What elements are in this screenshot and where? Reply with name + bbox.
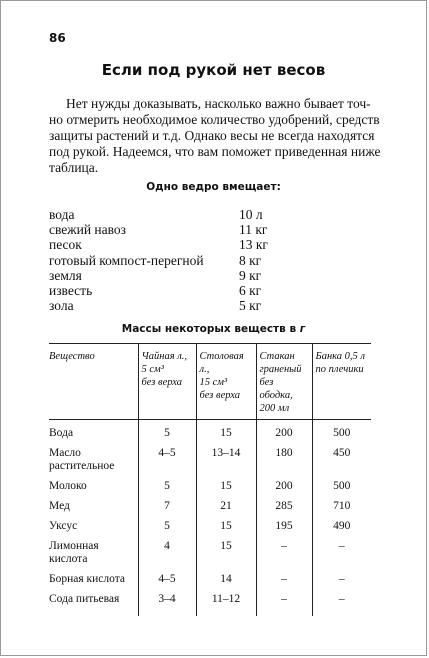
table-cell: 7	[138, 493, 196, 513]
table-cell: 200	[256, 420, 312, 441]
mass-table-heading	[1, 323, 426, 335]
header-line: 5 см³	[141, 364, 164, 375]
bucket-row	[49, 268, 309, 283]
bucket-row	[49, 237, 309, 252]
substance-cell	[49, 513, 138, 533]
substance-name: Уксус	[49, 520, 78, 532]
table-cell: 5	[138, 513, 196, 533]
substance-cell	[49, 420, 138, 441]
bucket-item-value: 5 кг	[239, 298, 262, 314]
table-cell: 4	[138, 533, 196, 566]
table-cell: –	[312, 533, 371, 566]
table-cell: 15	[196, 533, 256, 566]
substance-name: Молоко	[49, 480, 87, 492]
bucket-item-name: известь	[49, 282, 93, 298]
bucket-item-name: песок	[49, 237, 82, 253]
header-line: без ободка,	[259, 377, 293, 401]
header-line: 15 см³	[199, 377, 228, 388]
page-number: 86	[49, 31, 66, 45]
mass-heading-text: Массы некоторых веществ в	[121, 323, 297, 335]
intro-line: под рукой. Надеемся, что вам поможет приведенная ниже	[49, 144, 381, 159]
bucket-heading: Одно ведро вмещает:	[146, 181, 281, 193]
intro-line: защиты растений и т.д. Однако весы не всегда находятся	[49, 128, 375, 143]
header-line: по плечики	[315, 364, 364, 375]
table-header-row	[49, 344, 371, 420]
bucket-item-value: 9 кг	[239, 267, 262, 283]
header-line: без верха	[141, 377, 183, 388]
intro-paragraph	[49, 96, 385, 176]
table-cell: 500	[312, 420, 371, 441]
table-cell: 5	[138, 473, 196, 493]
table-cell: 490	[312, 513, 371, 533]
column-header	[256, 344, 312, 420]
table-cell: 11–12	[196, 586, 256, 616]
bucket-row	[49, 298, 309, 313]
header-line: 200 мл	[259, 403, 290, 414]
table-cell: 14	[196, 566, 256, 586]
bucket-row	[49, 283, 309, 298]
bucket-item-value: 6 кг	[239, 282, 262, 298]
header-line: Стакан	[259, 351, 295, 362]
mass-heading-unit: г	[299, 323, 306, 335]
substance-cell	[49, 533, 138, 566]
mass-table	[49, 343, 371, 616]
table-cell: –	[256, 533, 312, 566]
intro-line: но отмерить необходимое количество удобрений, средств	[49, 112, 380, 127]
substance-name: Мед	[49, 500, 70, 512]
substance-name: Борная кислота	[49, 573, 125, 585]
header-line: Столовая л.,	[199, 351, 244, 375]
substance-name: Масло	[49, 447, 81, 459]
table-cell: 180	[256, 440, 312, 473]
table-row	[49, 493, 371, 513]
table-cell: 15	[196, 473, 256, 493]
table-cell: 285	[256, 493, 312, 513]
bucket-item-value: 11 кг	[239, 222, 268, 238]
substance-cell	[49, 473, 138, 493]
bucket-row	[49, 253, 309, 268]
intro-line: таблица.	[49, 160, 99, 175]
table-cell: 13–14	[196, 440, 256, 473]
table-cell: 21	[196, 493, 256, 513]
substance-cell	[49, 493, 138, 513]
table-cell: 710	[312, 493, 371, 513]
bucket-row	[49, 222, 309, 237]
bucket-item-value: 13 кг	[239, 237, 268, 253]
page-title: Если под рукой нет весов	[101, 61, 326, 79]
bucket-item-name: зола	[49, 298, 74, 314]
column-header	[49, 344, 138, 420]
table-row	[49, 533, 371, 566]
substance-name: Вода	[49, 427, 74, 439]
header-line: Банка 0,5 л	[315, 351, 366, 362]
bucket-row	[49, 207, 309, 222]
table-row	[49, 566, 371, 586]
table-cell: 500	[312, 473, 371, 493]
table-cell: 15	[196, 513, 256, 533]
substance-cell	[49, 566, 138, 586]
intro-line: Нет нужды доказывать, насколько важно бывает точ-	[66, 96, 371, 111]
table-row	[49, 420, 371, 441]
substance-cell	[49, 586, 138, 616]
table-row	[49, 513, 371, 533]
bucket-item-name: земля	[49, 267, 82, 283]
table-row	[49, 440, 371, 473]
substance-name: Сода питьевая	[49, 593, 120, 605]
table-cell: 195	[256, 513, 312, 533]
column-header	[312, 344, 371, 420]
header-line: Чайная л.,	[141, 351, 188, 362]
table-row	[49, 473, 371, 493]
column-header	[196, 344, 256, 420]
table-cell: –	[312, 566, 371, 586]
bucket-item-name: свежий навоз	[49, 222, 127, 238]
bucket-list	[49, 207, 309, 313]
table-cell: 15	[196, 420, 256, 441]
table-cell: –	[312, 586, 371, 616]
table-row	[49, 586, 371, 616]
table-cell: 3–4	[138, 586, 196, 616]
table-cell: –	[256, 586, 312, 616]
table-cell: 200	[256, 473, 312, 493]
bucket-item-name: готовый компост-перегной	[49, 252, 204, 268]
bucket-item-value: 8 кг	[239, 252, 262, 268]
bucket-item-name: вода	[49, 207, 75, 222]
column-header	[138, 344, 196, 420]
table-cell: 4–5	[138, 566, 196, 586]
substance-name: растительное	[49, 460, 115, 472]
header-line: граненый	[259, 364, 302, 375]
table-cell: –	[256, 566, 312, 586]
table-cell: 4–5	[138, 440, 196, 473]
table-cell: 5	[138, 420, 196, 441]
substance-name: Лимонная	[49, 540, 99, 552]
bucket-item-value: 10 л	[239, 207, 263, 222]
substance-cell	[49, 440, 138, 473]
table-cell: 450	[312, 440, 371, 473]
header-line: без верха	[199, 390, 241, 401]
substance-name: кислота	[49, 553, 88, 565]
header-line: Вещество	[49, 351, 95, 362]
